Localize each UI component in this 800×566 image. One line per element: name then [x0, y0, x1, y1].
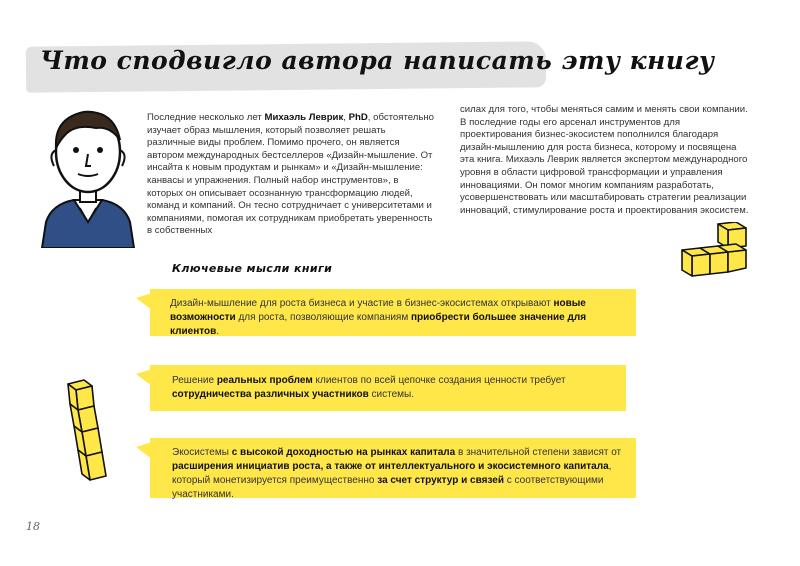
key-idea-bubble-2 [150, 365, 626, 411]
author-bio-column-1: Последние несколько лет Михаэль Леврик, PhD, обстоятельно изучает образ мышления, который позволяет решать различные виды проблем. Помимо прочего, он является автором международных бестселлеров «Дизайн-мышление. От инсайта к новым продуктам и рынкам» и «Дизайн-мышление: канвасы и упражнения. Полный набор инструментов», в которых он описывает осознанную трансформацию людей, команд и компаний. Он тесно сотрудничает с университетами и компаниями, помогая их сотрудникам приобретать уверенность в собственных [147, 112, 434, 237]
key-idea-bubble-1 [150, 289, 636, 336]
cube-tower-illustration [64, 378, 128, 486]
key-ideas-heading: Ключевые мысли книги [172, 262, 333, 275]
page-number: 18 [26, 520, 40, 533]
author-bio-column-2: силах для того, чтобы меняться самим и менять свои компании. В последние годы его арсенал инструментов для проектирования бизнес-экосистем пополнился благодаря дизайн-мышлению для роста бизнеса, которому и посвящена эта книга. Михаэль Леврик является экспертом международного уровня в области цифровой трансформации и управления инновациями. Он помог многим компаниям разработать, усовершенствовать или масштабировать стратегии реализации инноваций, стимулирование роста и проектирования экосистем. [460, 104, 749, 216]
key-idea-text-2: Решение реальных проблем клиентов по всей цепочке создания ценности требует сотрудничества различных участников системы. [172, 375, 566, 400]
page-title: Что сподвигло автора написать эту книгу [40, 46, 715, 75]
key-idea-text-3: Экосистемы с высокой доходностью на рынках капитала в значительной степени зависят от расширения инициатив роста, а также от интеллектуального и экосистемного капитала, который монетизируется преимущественно за счет структур и связей с соответствующими участниками. [172, 447, 622, 500]
author-portrait-illustration [40, 104, 136, 248]
author-name: Михаэль Леврик [264, 112, 344, 123]
page-title-block [26, 40, 727, 75]
key-idea-bubble-3 [150, 438, 636, 498]
cubes-stack-illustration [674, 222, 750, 282]
key-idea-text-1: Дизайн-мышление для роста бизнеса и участие в бизнес-экосистемах открывают новые возможности для роста, позволяющие компаниям приобрести большее значение для клиентов. [170, 298, 587, 337]
author-degree: PhD [348, 112, 368, 123]
